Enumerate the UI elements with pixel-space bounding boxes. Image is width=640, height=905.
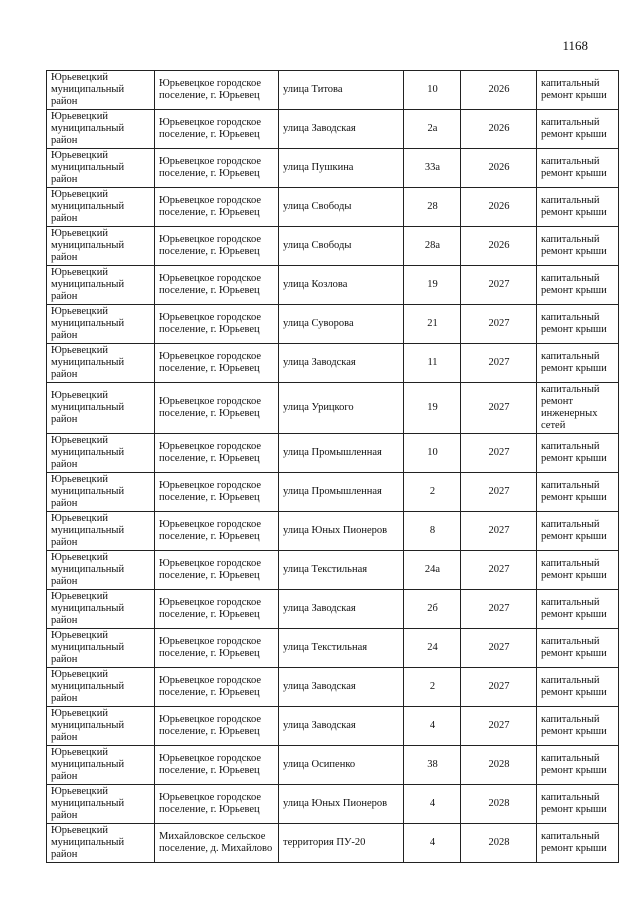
house-cell: 2 bbox=[404, 473, 461, 512]
house-cell: 28а bbox=[404, 227, 461, 266]
year-cell: 2028 bbox=[461, 746, 537, 785]
table-row bbox=[47, 305, 619, 344]
work-type-cell: капитальный ремонт крыши bbox=[537, 71, 619, 110]
settlement-cell: Михайловское сельское поселение, д. Михайлово bbox=[155, 824, 279, 863]
house-cell: 4 bbox=[404, 785, 461, 824]
year-cell: 2026 bbox=[461, 188, 537, 227]
house-cell: 38 bbox=[404, 746, 461, 785]
work-type-cell: капитальный ремонт крыши bbox=[537, 227, 619, 266]
settlement-cell: Юрьевецкое городское поселение, г. Юрьевец bbox=[155, 590, 279, 629]
year-cell: 2027 bbox=[461, 434, 537, 473]
house-cell: 2 bbox=[404, 668, 461, 707]
year-cell: 2026 bbox=[461, 149, 537, 188]
house-cell: 21 bbox=[404, 305, 461, 344]
street-cell: улица Урицкого bbox=[279, 383, 404, 434]
settlement-cell: Юрьевецкое городское поселение, г. Юрьевец bbox=[155, 227, 279, 266]
settlement-cell: Юрьевецкое городское поселение, г. Юрьевец bbox=[155, 668, 279, 707]
settlement-cell: Юрьевецкое городское поселение, г. Юрьевец bbox=[155, 383, 279, 434]
street-cell: улица Заводская bbox=[279, 110, 404, 149]
year-cell: 2028 bbox=[461, 824, 537, 863]
settlement-cell: Юрьевецкое городское поселение, г. Юрьевец bbox=[155, 110, 279, 149]
district-cell: Юрьевецкий муниципальный район bbox=[47, 512, 155, 551]
house-cell: 28 bbox=[404, 188, 461, 227]
district-cell: Юрьевецкий муниципальный район bbox=[47, 824, 155, 863]
district-cell: Юрьевецкий муниципальный район bbox=[47, 668, 155, 707]
street-cell: улица Пушкина bbox=[279, 149, 404, 188]
house-cell: 8 bbox=[404, 512, 461, 551]
street-cell: улица Свободы bbox=[279, 227, 404, 266]
street-cell: улица Заводская bbox=[279, 707, 404, 746]
street-cell: улица Заводская bbox=[279, 668, 404, 707]
table-row bbox=[47, 785, 619, 824]
street-cell: улица Текстильная bbox=[279, 551, 404, 590]
district-cell: Юрьевецкий муниципальный район bbox=[47, 785, 155, 824]
table-row bbox=[47, 746, 619, 785]
district-cell: Юрьевецкий муниципальный район bbox=[47, 110, 155, 149]
settlement-cell: Юрьевецкое городское поселение, г. Юрьевец bbox=[155, 434, 279, 473]
settlement-cell: Юрьевецкое городское поселение, г. Юрьевец bbox=[155, 473, 279, 512]
house-cell: 11 bbox=[404, 344, 461, 383]
work-type-cell: капитальный ремонт крыши bbox=[537, 473, 619, 512]
house-cell: 10 bbox=[404, 71, 461, 110]
table-row bbox=[47, 149, 619, 188]
settlement-cell: Юрьевецкое городское поселение, г. Юрьевец bbox=[155, 512, 279, 551]
settlement-cell: Юрьевецкое городское поселение, г. Юрьевец bbox=[155, 785, 279, 824]
work-type-cell: капитальный ремонт крыши bbox=[537, 266, 619, 305]
district-cell: Юрьевецкий муниципальный район bbox=[47, 434, 155, 473]
year-cell: 2026 bbox=[461, 227, 537, 266]
year-cell: 2027 bbox=[461, 266, 537, 305]
street-cell: улица Свободы bbox=[279, 188, 404, 227]
table-row bbox=[47, 668, 619, 707]
district-cell: Юрьевецкий муниципальный район bbox=[47, 305, 155, 344]
district-cell: Юрьевецкий муниципальный район bbox=[47, 383, 155, 434]
district-cell: Юрьевецкий муниципальный район bbox=[47, 473, 155, 512]
house-cell: 4 bbox=[404, 824, 461, 863]
work-type-cell: капитальный ремонт крыши bbox=[537, 707, 619, 746]
work-type-cell: капитальный ремонт крыши bbox=[537, 668, 619, 707]
work-type-cell: капитальный ремонт инженерных сетей bbox=[537, 383, 619, 434]
work-type-cell: капитальный ремонт крыши bbox=[537, 149, 619, 188]
house-cell: 19 bbox=[404, 266, 461, 305]
street-cell: улица Суворова bbox=[279, 305, 404, 344]
work-type-cell: капитальный ремонт крыши bbox=[537, 629, 619, 668]
district-cell: Юрьевецкий муниципальный район bbox=[47, 344, 155, 383]
district-cell: Юрьевецкий муниципальный район bbox=[47, 71, 155, 110]
street-cell: улица Промышленная bbox=[279, 434, 404, 473]
table-row bbox=[47, 512, 619, 551]
table-row bbox=[47, 383, 619, 434]
district-cell: Юрьевецкий муниципальный район bbox=[47, 707, 155, 746]
year-cell: 2027 bbox=[461, 344, 537, 383]
settlement-cell: Юрьевецкое городское поселение, г. Юрьевец bbox=[155, 305, 279, 344]
settlement-cell: Юрьевецкое городское поселение, г. Юрьевец bbox=[155, 71, 279, 110]
table-row bbox=[47, 824, 619, 863]
settlement-cell: Юрьевецкое городское поселение, г. Юрьевец bbox=[155, 266, 279, 305]
street-cell: улица Титова bbox=[279, 71, 404, 110]
table-row bbox=[47, 110, 619, 149]
work-type-cell: капитальный ремонт крыши bbox=[537, 110, 619, 149]
settlement-cell: Юрьевецкое городское поселение, г. Юрьевец bbox=[155, 344, 279, 383]
settlement-cell: Юрьевецкое городское поселение, г. Юрьевец bbox=[155, 629, 279, 668]
year-cell: 2027 bbox=[461, 473, 537, 512]
work-type-cell: капитальный ремонт крыши bbox=[537, 590, 619, 629]
district-cell: Юрьевецкий муниципальный район bbox=[47, 746, 155, 785]
year-cell: 2027 bbox=[461, 551, 537, 590]
district-cell: Юрьевецкий муниципальный район bbox=[47, 188, 155, 227]
street-cell: улица Осипенко bbox=[279, 746, 404, 785]
table-row bbox=[47, 344, 619, 383]
house-cell: 10 bbox=[404, 434, 461, 473]
house-cell: 33а bbox=[404, 149, 461, 188]
year-cell: 2027 bbox=[461, 305, 537, 344]
settlement-cell: Юрьевецкое городское поселение, г. Юрьевец bbox=[155, 188, 279, 227]
table-row bbox=[47, 590, 619, 629]
work-type-cell: капитальный ремонт крыши bbox=[537, 824, 619, 863]
table-row bbox=[47, 473, 619, 512]
table-row bbox=[47, 227, 619, 266]
table-row bbox=[47, 188, 619, 227]
district-cell: Юрьевецкий муниципальный район bbox=[47, 149, 155, 188]
work-type-cell: капитальный ремонт крыши bbox=[537, 434, 619, 473]
repair-schedule-table bbox=[46, 70, 619, 863]
district-cell: Юрьевецкий муниципальный район bbox=[47, 227, 155, 266]
work-type-cell: капитальный ремонт крыши bbox=[537, 746, 619, 785]
street-cell: улица Юных Пионеров bbox=[279, 512, 404, 551]
street-cell: улица Текстильная bbox=[279, 629, 404, 668]
house-cell: 24 bbox=[404, 629, 461, 668]
house-cell: 24а bbox=[404, 551, 461, 590]
street-cell: улица Заводская bbox=[279, 590, 404, 629]
table-row bbox=[47, 551, 619, 590]
street-cell: улица Заводская bbox=[279, 344, 404, 383]
street-cell: территория ПУ-20 bbox=[279, 824, 404, 863]
table-row bbox=[47, 434, 619, 473]
work-type-cell: капитальный ремонт крыши bbox=[537, 188, 619, 227]
year-cell: 2027 bbox=[461, 707, 537, 746]
district-cell: Юрьевецкий муниципальный район bbox=[47, 629, 155, 668]
year-cell: 2028 bbox=[461, 785, 537, 824]
work-type-cell: капитальный ремонт крыши bbox=[537, 344, 619, 383]
year-cell: 2027 bbox=[461, 629, 537, 668]
year-cell: 2027 bbox=[461, 383, 537, 434]
house-cell: 2б bbox=[404, 590, 461, 629]
year-cell: 2026 bbox=[461, 110, 537, 149]
house-cell: 19 bbox=[404, 383, 461, 434]
year-cell: 2027 bbox=[461, 590, 537, 629]
street-cell: улица Промышленная bbox=[279, 473, 404, 512]
work-type-cell: капитальный ремонт крыши bbox=[537, 512, 619, 551]
table-row bbox=[47, 266, 619, 305]
settlement-cell: Юрьевецкое городское поселение, г. Юрьевец bbox=[155, 551, 279, 590]
district-cell: Юрьевецкий муниципальный район bbox=[47, 266, 155, 305]
house-cell: 4 bbox=[404, 707, 461, 746]
table-row bbox=[47, 629, 619, 668]
page-number: 1168 bbox=[562, 38, 588, 53]
work-type-cell: капитальный ремонт крыши bbox=[537, 551, 619, 590]
settlement-cell: Юрьевецкое городское поселение, г. Юрьевец bbox=[155, 707, 279, 746]
street-cell: улица Юных Пионеров bbox=[279, 785, 404, 824]
house-cell: 2а bbox=[404, 110, 461, 149]
settlement-cell: Юрьевецкое городское поселение, г. Юрьевец bbox=[155, 149, 279, 188]
district-cell: Юрьевецкий муниципальный район bbox=[47, 590, 155, 629]
year-cell: 2027 bbox=[461, 668, 537, 707]
work-type-cell: капитальный ремонт крыши bbox=[537, 785, 619, 824]
street-cell: улица Козлова bbox=[279, 266, 404, 305]
year-cell: 2027 bbox=[461, 512, 537, 551]
year-cell: 2026 bbox=[461, 71, 537, 110]
district-cell: Юрьевецкий муниципальный район bbox=[47, 551, 155, 590]
settlement-cell: Юрьевецкое городское поселение, г. Юрьевец bbox=[155, 746, 279, 785]
table-row bbox=[47, 71, 619, 110]
work-type-cell: капитальный ремонт крыши bbox=[537, 305, 619, 344]
table-row bbox=[47, 707, 619, 746]
